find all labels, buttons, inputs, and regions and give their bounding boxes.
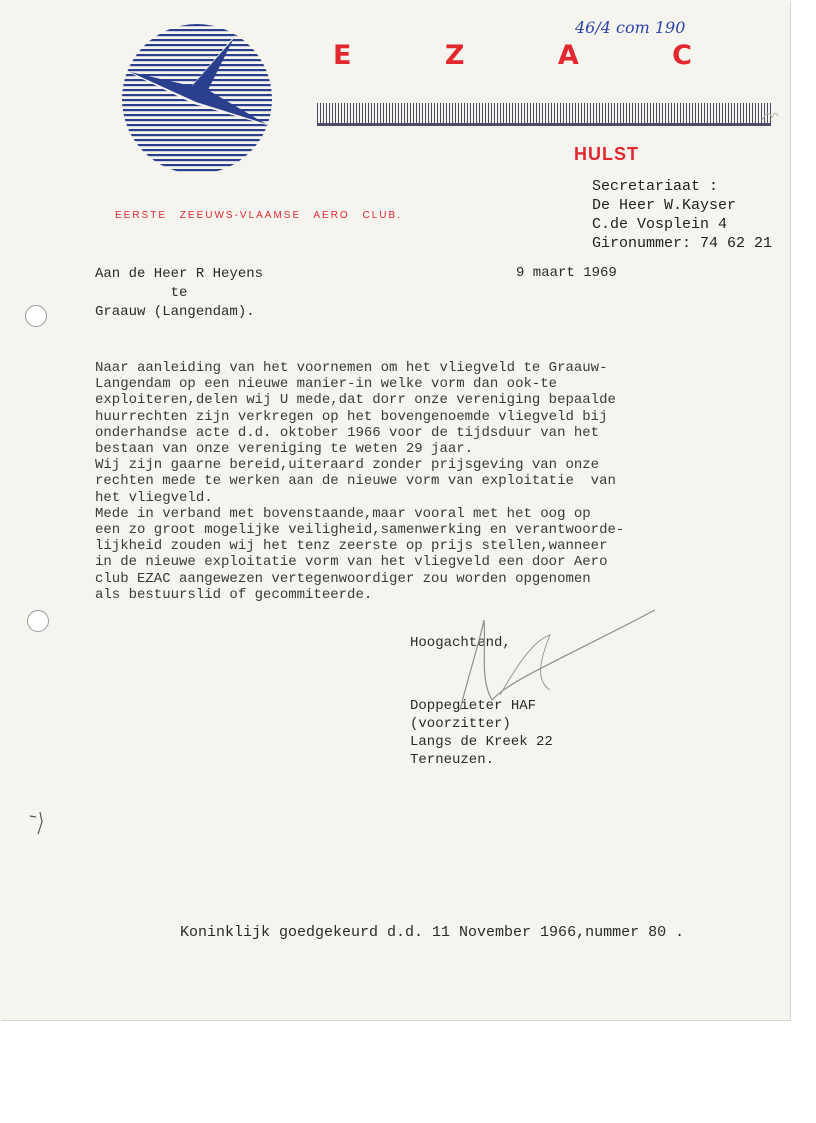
- punch-hole-top: [25, 305, 47, 327]
- margin-mark-icon: [28, 808, 52, 836]
- body-line: Naar aanleiding van het voornemen om het vliegveld te Graauw-: [95, 360, 608, 376]
- body-line: club EZAC aangewezen vertegenwoordiger zou worden opgenomen: [95, 570, 591, 587]
- secretariat-giro: Gironummer: 74 62 21: [592, 235, 773, 252]
- body-line: in de nieuwe exploitatie vorm van het vliegveld een door Aero: [95, 554, 608, 571]
- body-line: exploiteren,delen wij U mede,dat dorr onze vereniging bepaalde: [95, 392, 616, 409]
- body-line: als bestuurslid of gecommiteerde.: [95, 586, 373, 603]
- closing-salutation: Hoogachtend,: [410, 635, 511, 651]
- city-name: HULST: [574, 144, 639, 164]
- signatory-street: Langs de Kreek 22: [410, 734, 553, 750]
- signatory-role: (voorzitter): [410, 716, 511, 732]
- body-line: Wij zijn gaarne bereid,uiteraard zonder prijsgeving van onze: [95, 457, 600, 474]
- body-line: het vliegveld.: [95, 489, 213, 506]
- punch-hole-bottom: [27, 610, 49, 632]
- body-line: Langendam op een nieuwe manier-in welke vorm dan ook-te: [95, 376, 558, 393]
- handwritten-reference: 46/4 com 190: [575, 18, 686, 37]
- letterhead-hatch-band: [317, 103, 771, 123]
- recipient-address: [95, 265, 263, 322]
- secretariat-name: De Heer W.Kayser: [592, 197, 737, 214]
- brand-name: E Z A C: [333, 40, 734, 71]
- signatory-block: [410, 697, 553, 769]
- body-line: onderhandse acte d.d. oktober 1966 voor de tijdsduur van het: [95, 424, 600, 441]
- signatory-name: Doppegieter HAF: [410, 698, 537, 714]
- body-line: Mede in verband met bovenstaande,maar vooral met het oog op: [95, 505, 591, 522]
- royal-approval-footer: Koninklijk goedgekeurd d.d. 11 November 1966,nummer 80 .: [180, 924, 685, 941]
- ezac-logo-icon: [120, 22, 275, 177]
- letter-date: 9 maart 1969: [516, 265, 617, 281]
- secretariat-street: C.de Vosplein 4: [592, 216, 728, 233]
- club-full-name: EERSTE ZEEUWS-VLAAMSE AERO CLUB.: [115, 210, 402, 221]
- recipient-line-1: Aan de Heer R Heyens: [95, 266, 264, 282]
- secretariat-title: Secretariaat :: [592, 178, 719, 195]
- signatory-city: Terneuzen.: [410, 752, 495, 768]
- body-line: bestaan van onze vereniging te weten 29 jaar.: [95, 441, 474, 458]
- letter-body: [95, 360, 624, 603]
- secretariat-block: [592, 177, 772, 253]
- body-line: huurrechten zijn verkregen op het bovengenoemde vliegveld bij: [95, 408, 608, 425]
- pencil-mark-icon: [760, 108, 780, 124]
- body-line: lijkheid zouden wij het tenz zeerste op prijs stellen,wanneer: [95, 538, 608, 555]
- letterhead-rule: [317, 123, 771, 126]
- body-line: een zo groot mogelijke veiligheid,samenwerking en verantwoorde-: [95, 522, 625, 539]
- body-line: rechten mede te werken aan de nieuwe vorm van exploitatie van: [95, 473, 616, 490]
- recipient-line-3: Graauw (Langendam).: [95, 304, 255, 320]
- recipient-line-2: te: [170, 285, 188, 301]
